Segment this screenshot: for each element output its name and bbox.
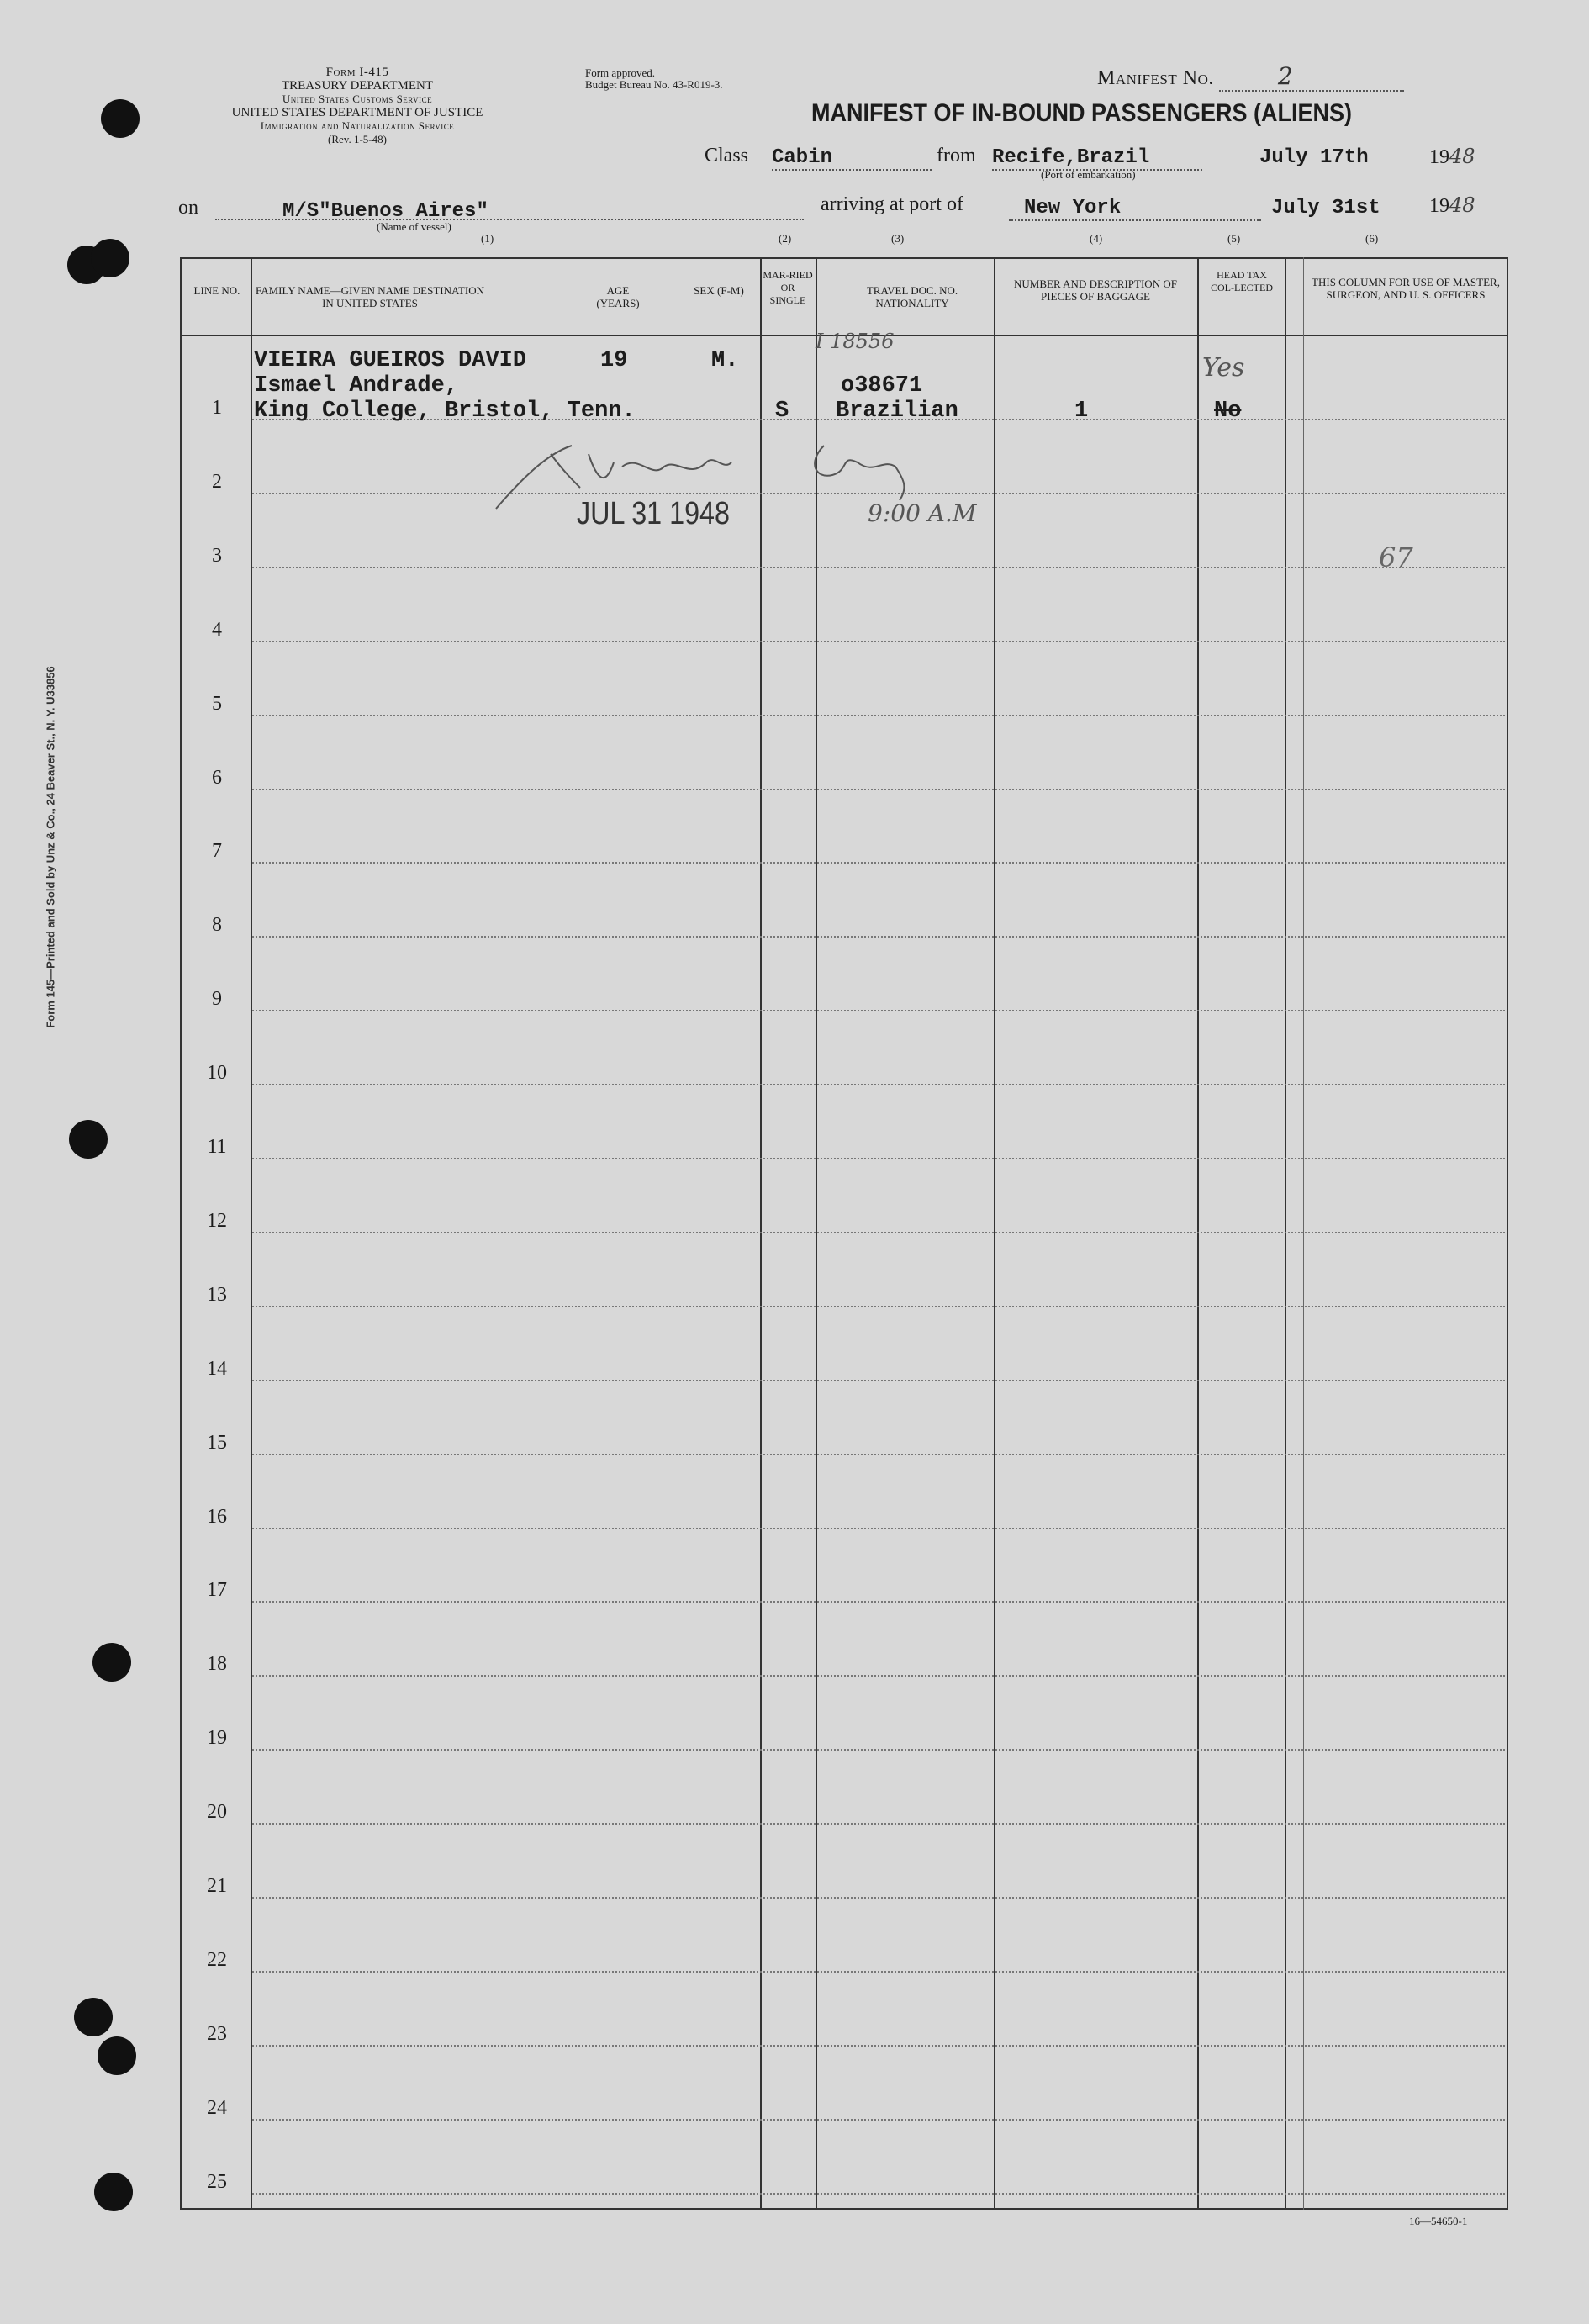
class-value: Cabin bbox=[772, 146, 932, 171]
line-number: 22 bbox=[207, 1948, 227, 1971]
line-number: 5 bbox=[212, 692, 222, 715]
form-id: Form I-415 bbox=[325, 66, 389, 79]
line-number: 8 bbox=[212, 914, 222, 937]
passenger-sex: M. bbox=[711, 348, 739, 373]
punch-hole bbox=[94, 2173, 133, 2211]
from-label: from bbox=[937, 145, 976, 166]
form-approved-label: Form approved. bbox=[585, 66, 656, 79]
header-baggage: NUMBER AND DESCRIPTION OF PIECES OF BAGGAGE bbox=[1014, 277, 1177, 303]
row-dotted-line bbox=[252, 1380, 1505, 1381]
row-dotted-line bbox=[252, 1158, 1505, 1159]
line-number: 17 bbox=[207, 1579, 227, 1602]
line-number: 7 bbox=[212, 840, 222, 863]
date-stamp: JUL 31 1948 bbox=[577, 496, 730, 531]
row-dotted-line bbox=[252, 567, 1505, 568]
agency-treasury: TREASURY DEPARTMENT bbox=[281, 79, 434, 92]
time-annotation: 9:00 A.M bbox=[868, 499, 977, 527]
line-number: 9 bbox=[212, 988, 222, 1011]
row-dotted-line bbox=[252, 641, 1505, 642]
line-number: 24 bbox=[207, 2096, 227, 2119]
manifest-number-value: 2 bbox=[1219, 62, 1404, 92]
manifest-number-label: Manifest No. bbox=[1097, 67, 1214, 89]
passenger-given-names: Ismael Andrade, bbox=[254, 373, 459, 399]
doc-annotation: I 18556 bbox=[816, 330, 895, 353]
header-sex: SEX (F-M) bbox=[694, 284, 744, 297]
line-number: 18 bbox=[207, 1653, 227, 1676]
column-divider bbox=[1303, 257, 1304, 2210]
passenger-name: VIEIRA GUEIROS DAVID bbox=[254, 348, 527, 373]
line-number: 21 bbox=[207, 1875, 227, 1897]
travel-doc-number: o38671 bbox=[841, 373, 923, 399]
line-number: 15 bbox=[207, 1431, 227, 1454]
header-travel-doc: TRAVEL DOC. NO. NATIONALITY bbox=[866, 284, 958, 309]
manifest-number-line bbox=[1097, 62, 1404, 92]
passenger-destination: King College, Bristol, Tenn. bbox=[254, 399, 636, 424]
column-number: (1) bbox=[481, 232, 494, 245]
arriving-label: arriving at port of bbox=[821, 193, 963, 215]
arrival-year-value: 48 bbox=[1449, 193, 1476, 217]
arrival-year bbox=[1429, 193, 1476, 218]
from-caption: (Port of embarkation) bbox=[1041, 168, 1136, 181]
depart-year-prefix: 19 bbox=[1429, 146, 1449, 168]
line-number: 16 bbox=[207, 1505, 227, 1528]
form-revision: (Rev. 1-5-48) bbox=[328, 133, 387, 145]
passenger-marital: S bbox=[775, 399, 789, 424]
printer-note: Form 145—Printed and Sold by Unz & Co., 24 Beaver St., N. Y. U33856 bbox=[44, 666, 57, 1028]
column-divider bbox=[1197, 257, 1199, 2210]
line-number: 14 bbox=[207, 1357, 227, 1380]
row-dotted-line bbox=[252, 1675, 1505, 1677]
line-number: 19 bbox=[207, 1727, 227, 1750]
page-title: MANIFEST OF IN-BOUND PASSENGERS (ALIENS) bbox=[811, 99, 1353, 127]
passenger-age: 19 bbox=[600, 348, 628, 373]
row-dotted-line bbox=[252, 1306, 1505, 1307]
header-head-tax: HEAD TAX COL-LECTED bbox=[1211, 269, 1273, 293]
punch-hole bbox=[69, 1120, 108, 1159]
head-tax-annotation: Yes bbox=[1202, 353, 1245, 383]
footer-code: 16—54650-1 bbox=[1409, 2215, 1468, 2227]
column-divider bbox=[760, 257, 762, 2210]
line-number: 20 bbox=[207, 1801, 227, 1824]
depart-year-value: 48 bbox=[1449, 145, 1476, 168]
row-dotted-line bbox=[252, 2193, 1505, 2195]
agency-justice: UNITED STATES DEPARTMENT OF JUSTICE bbox=[231, 106, 483, 119]
manifest-table bbox=[180, 257, 1508, 2210]
row-dotted-line bbox=[252, 1601, 1505, 1603]
line-number: 1 bbox=[212, 397, 222, 419]
row-dotted-line bbox=[252, 1971, 1505, 1973]
line-number: 10 bbox=[207, 1062, 227, 1085]
column-number: (2) bbox=[779, 232, 792, 245]
punch-hole bbox=[74, 1998, 113, 2036]
row-dotted-line bbox=[252, 1232, 1505, 1233]
depart-year bbox=[1429, 145, 1476, 169]
from-value: Recife,Brazil bbox=[992, 146, 1202, 171]
form-approved bbox=[585, 67, 723, 91]
line-number: 25 bbox=[207, 2170, 227, 2193]
vessel-caption: (Name of vessel) bbox=[377, 220, 451, 233]
header-officers: THIS COLUMN FOR USE OF MASTER, SURGEON, AND U. S. OFFICERS bbox=[1312, 276, 1500, 301]
punch-hole bbox=[101, 99, 140, 138]
punch-hole bbox=[91, 239, 129, 277]
line-number: 23 bbox=[207, 2022, 227, 2045]
budget-bureau-label: Budget Bureau No. 43-R019-3. bbox=[585, 78, 723, 91]
header-line-no: LINE NO. bbox=[193, 284, 240, 297]
on-label: on bbox=[178, 197, 198, 219]
column-number: (3) bbox=[891, 232, 905, 245]
row-dotted-line bbox=[252, 1454, 1505, 1455]
column-divider bbox=[251, 257, 252, 2210]
head-tax-value bbox=[1214, 399, 1241, 424]
row-dotted-line bbox=[252, 862, 1505, 864]
line-number: 2 bbox=[212, 470, 222, 493]
agency-ins: Immigration and Naturalization Service bbox=[260, 119, 455, 132]
margin-number: 67 bbox=[1379, 541, 1413, 573]
row-dotted-line bbox=[252, 1749, 1505, 1751]
agency-block bbox=[168, 66, 546, 146]
header-married: MAR-RIED OR SINGLE bbox=[763, 269, 813, 306]
line-number: 11 bbox=[207, 1136, 227, 1158]
arrival-year-prefix: 19 bbox=[1429, 195, 1449, 217]
row-dotted-line bbox=[252, 2119, 1505, 2121]
agency-customs: United States Customs Service bbox=[282, 92, 433, 105]
nationality: Brazilian bbox=[836, 399, 958, 424]
row-dotted-line bbox=[252, 1823, 1505, 1825]
row-dotted-line bbox=[252, 1897, 1505, 1899]
column-number: (4) bbox=[1090, 232, 1103, 245]
row-dotted-line bbox=[252, 1084, 1505, 1085]
column-divider bbox=[994, 257, 995, 2210]
row-dotted-line bbox=[252, 1010, 1505, 1011]
line-number: 12 bbox=[207, 1209, 227, 1232]
class-label: Class bbox=[705, 145, 749, 166]
column-number: (6) bbox=[1365, 232, 1379, 245]
row-dotted-line bbox=[252, 1528, 1505, 1529]
arrival-date: July 31st bbox=[1271, 197, 1380, 219]
depart-date: July 17th bbox=[1259, 146, 1369, 169]
line-number: 6 bbox=[212, 766, 222, 789]
line-number: 3 bbox=[212, 544, 222, 567]
row-dotted-line bbox=[252, 936, 1505, 938]
vessel-name: M/S"Buenos Aires" bbox=[282, 200, 488, 223]
row-dotted-line bbox=[252, 2045, 1505, 2047]
head-tax-text: No bbox=[1214, 399, 1242, 424]
punch-hole bbox=[92, 1643, 131, 1682]
arrival-port: New York bbox=[1009, 197, 1261, 221]
column-divider bbox=[816, 257, 817, 2210]
line-number: 4 bbox=[212, 618, 222, 641]
row-dotted-line bbox=[252, 789, 1505, 790]
punch-hole bbox=[98, 2036, 136, 2075]
line-number: 13 bbox=[207, 1283, 227, 1306]
column-number: (5) bbox=[1227, 232, 1241, 245]
row-dotted-line bbox=[252, 715, 1505, 716]
header-age: AGE (YEARS) bbox=[596, 284, 640, 309]
baggage-count: 1 bbox=[1074, 399, 1089, 424]
header-name: FAMILY NAME—GIVEN NAME DESTINATION IN UNITED STATES bbox=[255, 284, 485, 309]
column-divider bbox=[1285, 257, 1286, 2210]
